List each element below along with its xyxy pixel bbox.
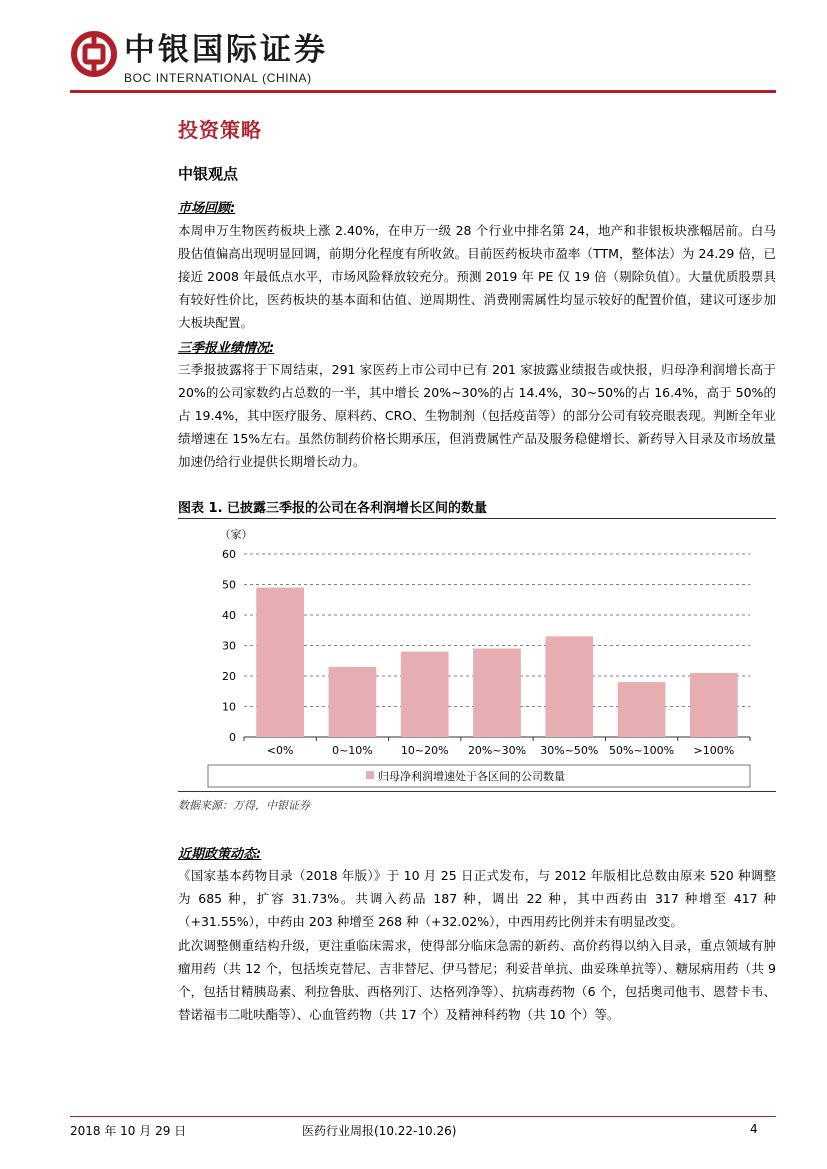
figure-source: 数据来源：万得，中银证券: [178, 799, 310, 812]
x-tick-label: 30%~50%: [540, 744, 599, 757]
company-name-cn: 中银国际证券: [124, 32, 328, 68]
boc-logo-icon: [70, 30, 118, 78]
figure-top-rule: [178, 518, 776, 519]
bar: [545, 636, 593, 737]
y-tick-label: 60: [222, 548, 236, 561]
y-tick-label: 20: [222, 670, 236, 683]
y-tick-label: 30: [222, 639, 236, 653]
subsection-title: 中银观点: [178, 165, 239, 183]
bar: [256, 588, 304, 737]
x-tick-label: <0%: [266, 744, 294, 757]
legend-swatch: [366, 771, 374, 779]
x-tick-label: 0~10%: [332, 744, 373, 757]
y-tick-label: 40: [222, 609, 236, 622]
footer-divider: [70, 1116, 776, 1117]
policy-heading: 近期政策动态:: [178, 847, 262, 862]
q3-results-text: 三季报披露将于下周结束，291 家医药上市公司中已有 201 家披露业绩报告或快报，归母净利润增长高于 20%的公司家数约占总数的一半，其中增长 20%~30%的占 14.4%，30~50%的占 16.4%，高于 50%的占 19.4%，其中医疗服务、原料药、CRO、生物制剂（包括疫苗等）的部分公司有较亮眼表现。判断全年业绩增速在 15%左右。虽然仿制药价格长期承压，但消费属性产品及服务稳健增长、新药导入目录及市场放量加速仍给行业提供长期增长动力。: [178, 362, 776, 469]
legend-label: 归母净利润增速处于各区间的公司数量: [378, 770, 565, 783]
policy-paragraph-1: 《国家基本药物目录（2018 年版）》于 10 月 25 日正式发布，与 2012 年版相比总数由原来 520 种调整为 685 种，扩容 31.73%。共调入药品 187 种，调出 22 种，其中西药由 317 种增至 417 种（+31.55%），中药由 203 种增至 268 种（+32.02%），中西用药比例并未有明显改变。: [178, 868, 776, 929]
bar: [618, 682, 666, 737]
x-tick-label: 10~20%: [400, 744, 449, 757]
footer-date: 2018 年 10 月 29 日: [70, 1124, 187, 1138]
x-tick-label: 20%~30%: [467, 744, 527, 757]
bar: [329, 667, 377, 737]
x-tick-label: >100%: [693, 744, 735, 757]
bar: [473, 649, 521, 737]
bar: [401, 652, 449, 737]
bar: [690, 673, 738, 737]
footer-page-number: 4: [750, 1122, 758, 1136]
market-review-text: 本周申万生物医药板块上涨 2.40%，在申万一级 28 个行业中排名第 24，地产和非银板块涨幅居前。白马股估值偏高出现明显回调，前期分化程度有所收敛。目前医药板块市盈率（TTM，整体法）为 24.29 倍，已接近 2008 年最低点水平，市场风险释放较充分。预测 2019 年 PE 仅 19 倍（剔除负值）。大量优质股票具有较好性价比，医药板块的基本面和估值、逆周期性、消费刚需属性均显示较好的配置价值，建议可逐步加大板块配置。: [178, 223, 776, 330]
section-title: 投资策略: [178, 118, 262, 142]
footer-report-title: 医药行业周报(10.22-10.26): [302, 1124, 457, 1138]
policy-paragraph-2: 此次调整侧重结构升级，更注重临床需求，使得部分临床急需的新药、高价药得以纳入目录，重点领域有肿瘤用药（共 12 个，包括埃克替尼、吉非替尼、伊马替尼；利妥昔单抗、曲妥珠单抗等）、糖尿病用药（共 9 个，包括甘精胰岛素、利拉鲁肽、西格列汀、达格列净等）、抗病毒药物（6 个，包括奥司他韦、恩替卡韦、替诺福韦二吡呋酯等）、心血管药物（共 17 个）及精神科药物（共 10 个）等。: [178, 938, 776, 1022]
company-name-en: BOC INTERNATIONAL (CHINA): [124, 71, 312, 85]
y-tick-label: 10: [222, 700, 236, 714]
header-divider: [70, 90, 776, 93]
y-tick-label: 50: [222, 578, 236, 592]
figure-bottom-rule: [178, 791, 776, 792]
q3-results-heading: 三季报业绩情况:: [178, 341, 275, 356]
x-tick-label: 50%~100%: [609, 744, 675, 757]
figure-title: 图表 1. 已披露三季报的公司在各利润增长区间的数量: [178, 501, 488, 516]
bar-chart: [178, 522, 776, 790]
market-review-heading: 市场回顾:: [178, 201, 236, 216]
y-unit-label: （家）: [219, 528, 253, 541]
y-tick-label: 0: [229, 731, 236, 744]
